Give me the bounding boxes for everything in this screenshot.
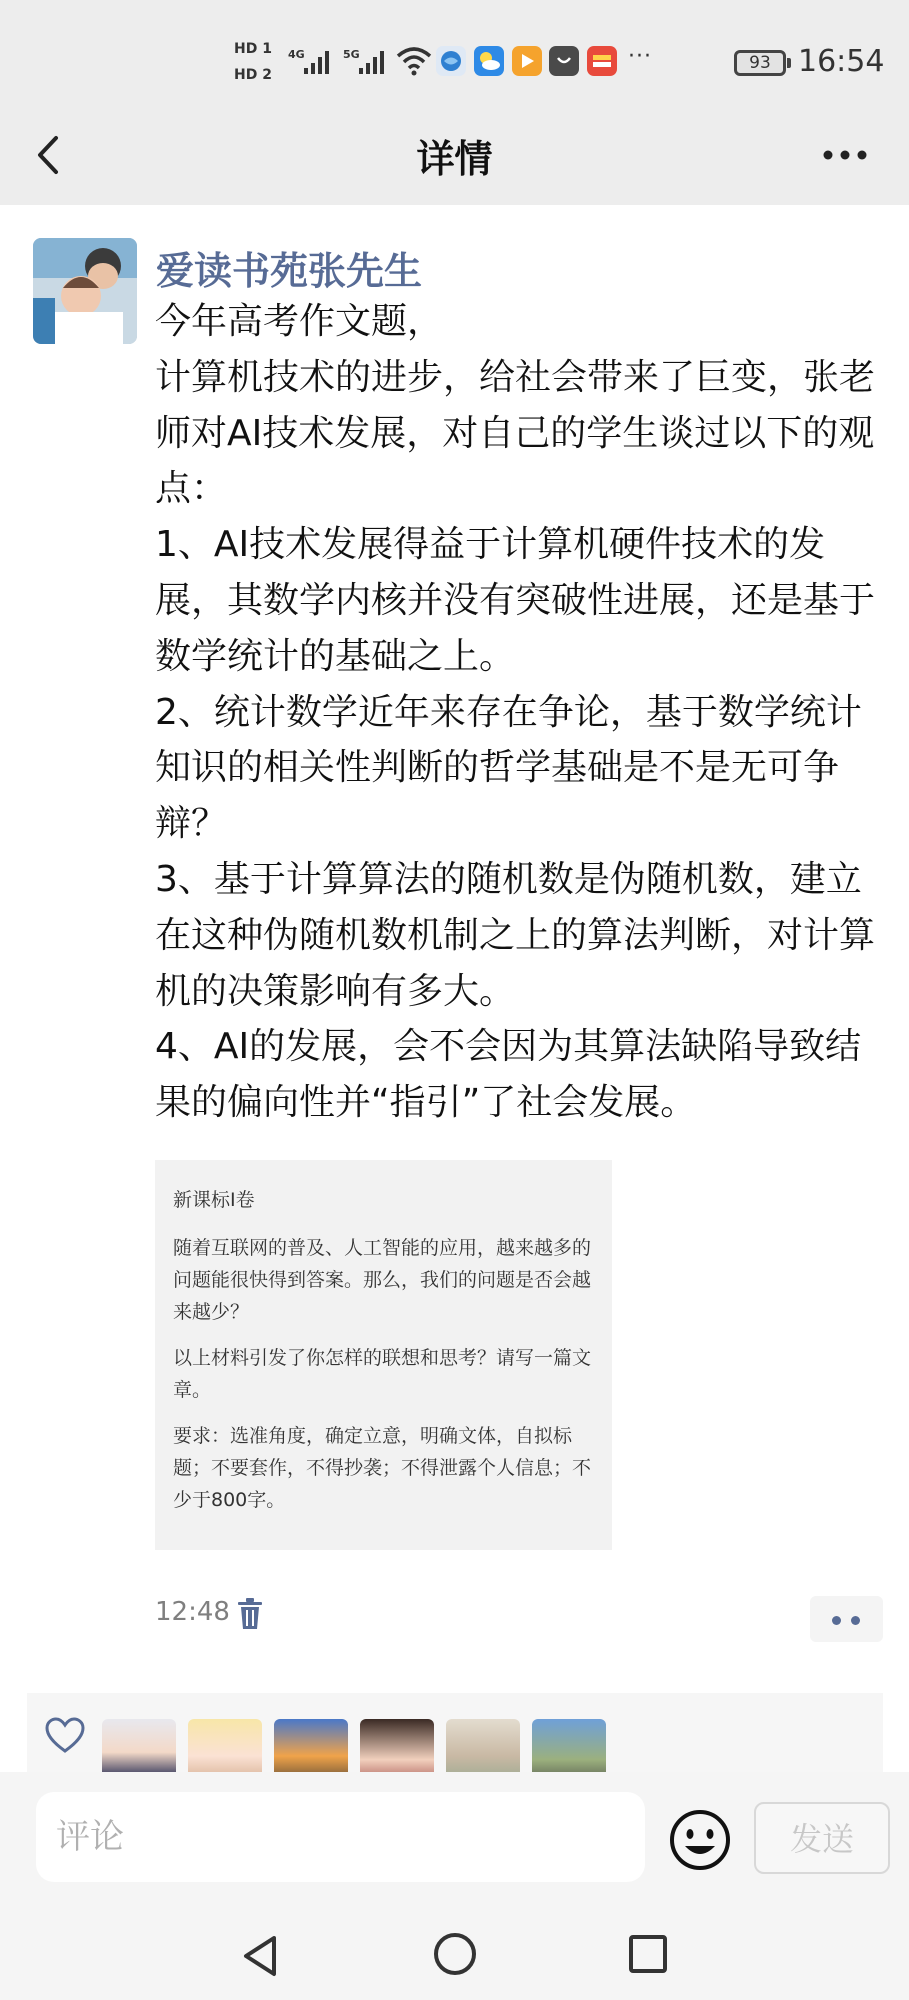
post-image[interactable] bbox=[155, 1160, 612, 1550]
hd-indicator bbox=[234, 36, 272, 88]
signal-type-2: 5G bbox=[343, 48, 360, 61]
emoji-icon[interactable] bbox=[668, 1808, 732, 1872]
liker-avatar[interactable] bbox=[532, 1719, 606, 1773]
browser-app-icon bbox=[436, 46, 466, 76]
hd1-label: HD 1 bbox=[234, 41, 272, 57]
liker-avatar[interactable] bbox=[102, 1719, 176, 1773]
liker-avatar[interactable] bbox=[360, 1719, 434, 1773]
top-area bbox=[0, 0, 909, 205]
shop-app-icon bbox=[549, 46, 579, 76]
video-app-icon bbox=[512, 46, 542, 76]
nav-header bbox=[0, 110, 909, 205]
nav-recent-apps-icon[interactable] bbox=[628, 1934, 668, 1974]
post-time: 12:48 bbox=[155, 1597, 230, 1627]
nav-back-icon[interactable] bbox=[238, 1932, 282, 1980]
more-options-icon[interactable] bbox=[820, 140, 870, 170]
news-app-icon bbox=[587, 46, 617, 76]
send-button[interactable]: 发送 bbox=[754, 1802, 890, 1874]
signal-type-1: 4G bbox=[288, 48, 305, 61]
status-bar bbox=[0, 0, 909, 120]
post-paragraph: 计算机技术的进步，给社会带来了巨变，张老师对AI技术发展，对自己的学生谈过以下的观点： bbox=[155, 356, 876, 510]
signal-bars-1-icon bbox=[304, 48, 329, 74]
battery-level: 93 bbox=[749, 53, 771, 73]
signal-bars-2-icon bbox=[359, 48, 384, 74]
comment-input[interactable] bbox=[36, 1792, 645, 1882]
post-paragraph: 今年高考作文题， bbox=[155, 301, 444, 342]
image-paragraph: 要求：选准角度，确定立意，明确文体，自拟标题；不要套作，不得抄袭；不得泄露个人信息；不少于800字。 bbox=[173, 1425, 592, 1511]
post-paragraph: 1、AI技术发展得益于计算机硬件技术的发展，其数学内核并没有突破性进展，还是基于数学统计的基础之上。 bbox=[155, 524, 876, 677]
likes-panel bbox=[27, 1693, 883, 1773]
post-paragraph: 4、AI的发展，会不会因为其算法缺陷导致结果的偏向性并“指引”了社会发展。 bbox=[155, 1026, 862, 1124]
battery-icon bbox=[734, 50, 786, 76]
author-avatar[interactable] bbox=[33, 238, 137, 344]
image-title: 新课标I卷 bbox=[173, 1189, 255, 1211]
image-paragraph: 随着互联网的普及、人工智能的应用，越来越多的问题能很快得到答案。那么，我们的问题是否会越来越少？ bbox=[173, 1237, 592, 1323]
comment-bar bbox=[0, 1772, 909, 2000]
heart-icon bbox=[45, 1717, 85, 1755]
post-body bbox=[155, 294, 885, 1131]
like-comment-menu-button[interactable] bbox=[810, 1596, 883, 1642]
liker-avatar[interactable] bbox=[188, 1719, 262, 1773]
liker-avatar[interactable] bbox=[274, 1719, 348, 1773]
image-paragraph: 以上材料引发了你怎样的联想和思考？请写一篇文章。 bbox=[173, 1347, 592, 1401]
more-notifications-icon: ··· bbox=[628, 44, 652, 69]
hd2-label: HD 2 bbox=[234, 67, 272, 83]
wifi-icon bbox=[396, 46, 432, 76]
nav-home-icon[interactable] bbox=[433, 1932, 477, 1976]
delete-icon[interactable] bbox=[236, 1598, 264, 1630]
page-title: 详情 bbox=[416, 137, 493, 181]
post-paragraph: 3、基于计算算法的随机数是伪随机数，建立在这种伪随机数机制之上的算法判断，对计算机的决策影响有多大。 bbox=[155, 858, 876, 1012]
post-paragraph: 2、统计数学近年来存在争论，基于数学统计知识的相关性判断的哲学基础是不是无可争辩？ bbox=[155, 691, 862, 845]
clock: 16:54 bbox=[798, 44, 885, 79]
weather-app-icon bbox=[474, 46, 504, 76]
liker-avatar[interactable] bbox=[446, 1719, 520, 1773]
author-name[interactable]: 爱读书苑张先生 bbox=[156, 249, 423, 293]
